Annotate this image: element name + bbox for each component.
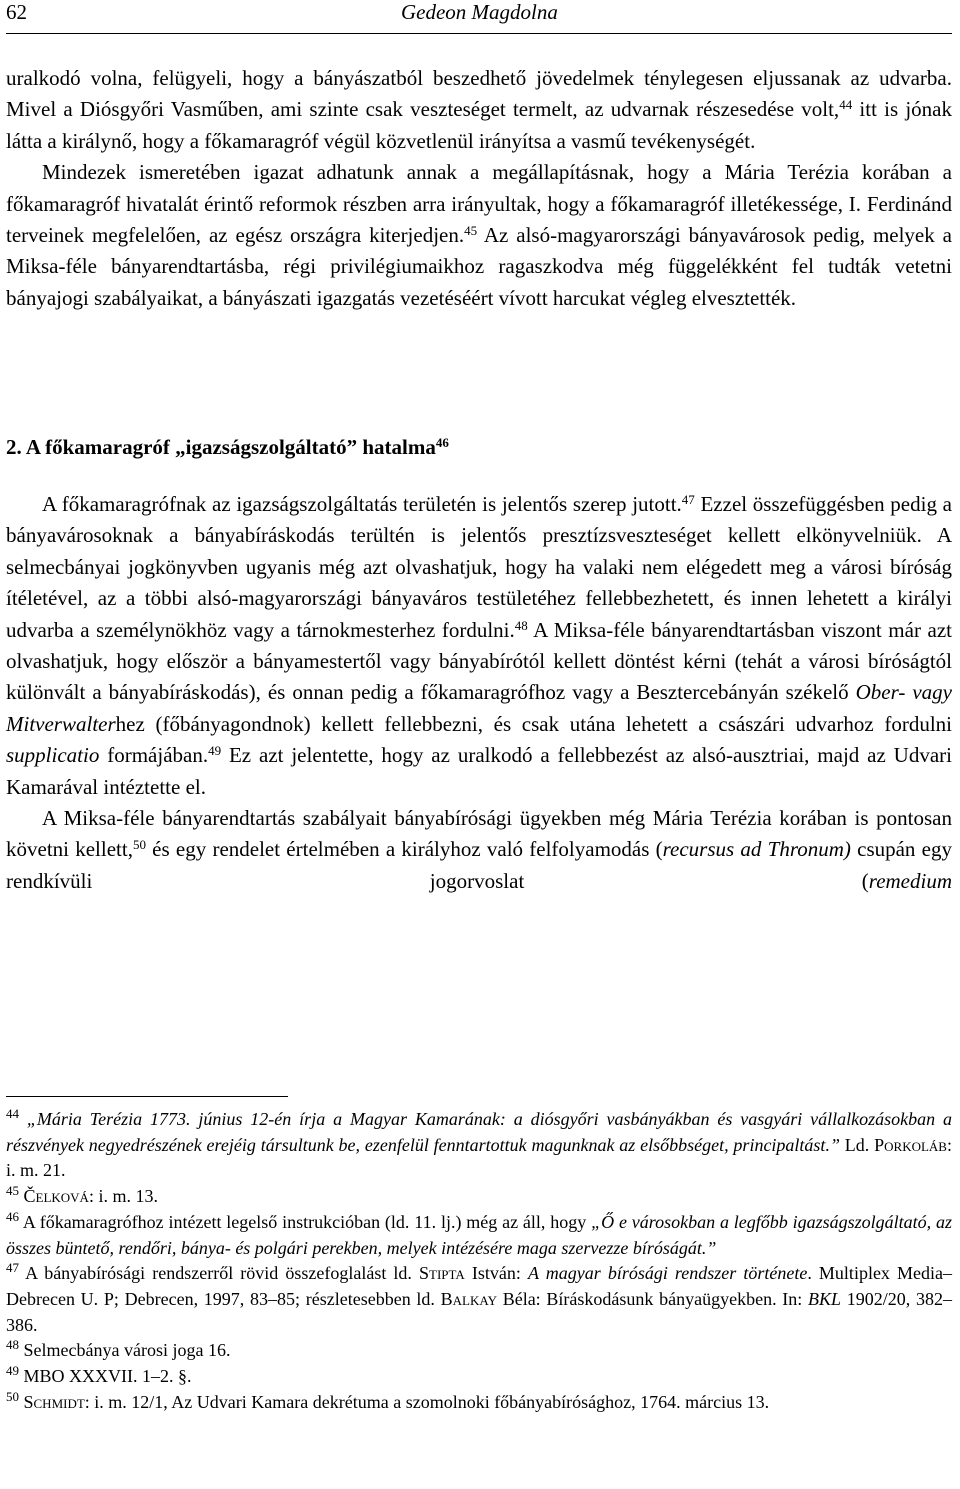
footnote-ref-47[interactable]: 47 xyxy=(681,492,695,507)
paragraph-1: uralkodó volna, felügyeli, hogy a bányászatból beszedhető jövedelmek ténylegesen eljussanak az udvarba. Mivel a Diósgyőri Vasműben, ami szinte csak veszteséget termelt, az udvarnak részesedése volt,$^{44}$ itt is jónak látta a királynő, hogy a főkamaragróf végül közvetlenül irányítsa a vasmű tevékenységét. xyxy=(6,66,952,153)
footnote-44: $^{44}$ „Mária Terézia 1773. június 12-én írja a Magyar Kamarának: a diósgyőri vasbányákban és vasgyári vállalkozásokban a részvények negyedrészének erejéig társultunk be, ezenfelül fenntartottuk magunknak az elsőbbséget, principaltást.” Ld. Porkoláb: i. m. 21. xyxy=(6,1106,952,1181)
section-heading: 2. A főkamaragróf „igazságszolgáltató” hatalma$^{46}$ xyxy=(6,435,449,459)
footnote-45: $^{45}$ Čelková: i. m. 13. xyxy=(6,1183,158,1207)
footnote-47: $^{47}$ A bányabírósági rendszerről rövid összefoglalást ld. Stipta István: A magyar bírósági rendszer története. Multiplex Media–Debrecen U. P; Debrecen, 1997, 83–85; részletesebben ld. Balkay Béla: Bíráskodásunk bányaügyekben. In: BKL 1902/20, 382–386. xyxy=(6,1260,953,1335)
footnote-ref-44[interactable]: 44 xyxy=(839,97,853,113)
footnote-50: $^{50}$ Schmidt: i. m. 12/1, Az Udvari Kamara dekrétuma a szomolnoki főbányabírósághoz, 1764. március 13. xyxy=(6,1388,770,1412)
body-text-bottom xyxy=(6,489,952,897)
running-head-author: Gedeon Magdolna xyxy=(401,0,558,24)
page-header xyxy=(6,0,952,34)
footnote-49: $^{49}$ MBO XXXVII. 1–2. §. xyxy=(6,1363,192,1387)
footnote-rule xyxy=(6,1096,288,1097)
footnote-48: $^{48}$ Selmecbánya városi joga 16. xyxy=(6,1337,231,1361)
footnote-ref-49[interactable]: 49 xyxy=(208,743,222,759)
body-text-top xyxy=(6,63,952,314)
paragraph-4: A Miksa-féle bányarendtartás szabályait bányabírósági ügyekben még Mária Terézia korában is pontosan követni kellett,$^{50}$ és egy rendelet értelmében a királyhoz való felfolyamodás (recursus ad Thronum) csupán egy rendkívüli jogorvoslat (remedium xyxy=(6,806,952,893)
footnote-ref-48[interactable]: 48 xyxy=(514,617,528,633)
page-number: 62 xyxy=(6,0,27,24)
footnote-ref-50[interactable]: 50 xyxy=(132,837,146,853)
footnotes xyxy=(6,1107,952,1415)
footnote-46: $^{46}$ A főkamaragrófhoz intézett legelső instrukcióban (ld. 11. lj.) még az áll, hogy „Ő e városokban a legfőbb igazságszolgáltató, az összes büntető, rendőri, bánya- és polgári perekben, melyek intézésére maga szervezze bíróságát.” xyxy=(6,1208,952,1258)
footnote-ref-46[interactable]: 46 xyxy=(435,435,449,450)
paragraph-2: Mindezek ismeretében igazat adhatunk annak a megállapításnak, hogy a Mária Terézia korában a főkamaragróf hivatalát érintő reformok részben arra irányultak, hogy a főkamaragróf illetékessége, I. Ferdinánd terveinek megfelelően, az egész országra kiterjedjen.$^{45}$ Az alsó-magyarországi bányavárosok pedig, melyek a Miksa-féle bányarendtartásba, régi privilégiumaikhoz ragaszkodva még függelékként fel tudták vetetni bányajogi szabályaikat, a bányászati igazgatás vezetéséért vívott harcukat végleg elvesztették. xyxy=(6,160,952,310)
paragraph-3: A főkamaragrófnak az igazságszolgáltatás területén is jelentős szerep jutott.$^{47}$ Ezzel összefüggésben pedig a bányavárosoknak a bányabíráskodás terültén is jelentős presztízsveszteséget kellett elkönyvelniük. A selmecbányai jogkönyvben ugyanis még azt olvashatjuk, hogy ha valaki nem elégedett meg a városi bíróság ítéletével, az a többi alsó-magyarországi bányaváros testületéhez fellebbezhetett, és innen lehetett a királyi udvarba a személynökhöz vagy a tárnokmesterhez fordulni.$^{48}$ A Miksa-féle bányarendtartásban viszont már azt olvashatjuk, hogy először a bányamestertől vagy bányabírótól kellett döntést kérni (tehát a városi bíróságtól különvált a bányabíráskodás), és onnan pedig a főkamaragrófhoz vagy a Besztercebányán székelő Ober- vagy Mitverwalterhez (főbányagondnok) kellett fellebbezni, és csak utána lehetett a császári udvarhoz fordulni supplicatio formájában.$^{49}$ Ez azt jelentette, hogy az uralkodó a fellebbezést az alsó-ausztriai, majd az Udvari Kamarával intéztette el. xyxy=(6,492,953,799)
header-rule xyxy=(6,33,952,34)
footnote-ref-45[interactable]: 45 xyxy=(464,223,478,239)
